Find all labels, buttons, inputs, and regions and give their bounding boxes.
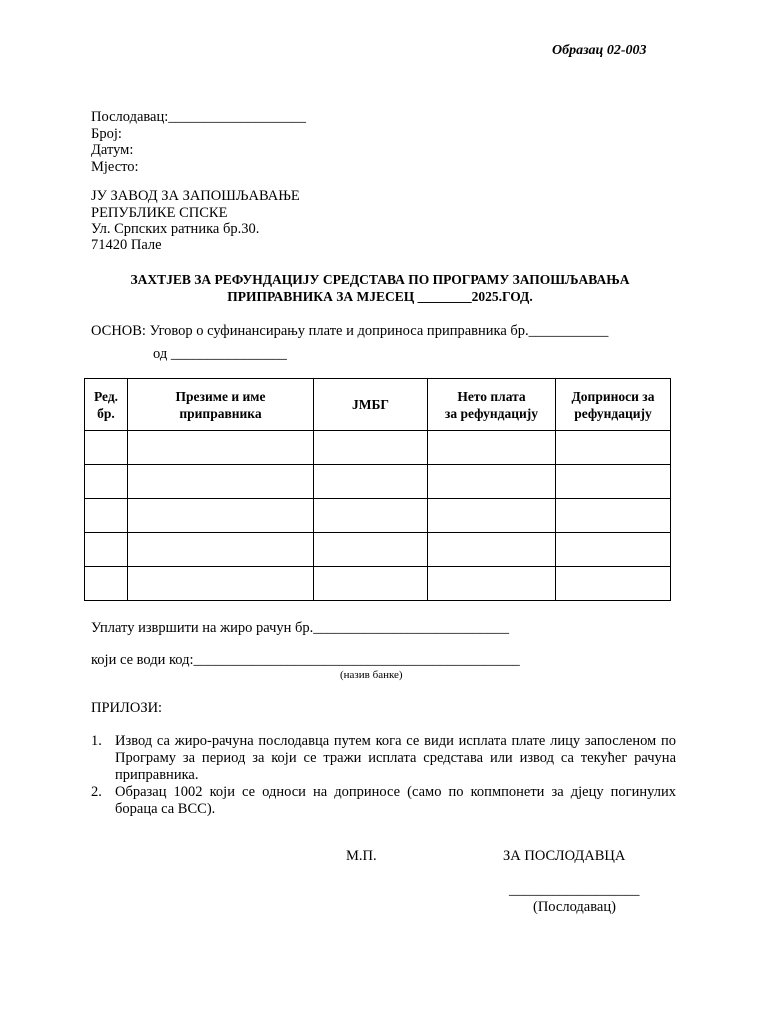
table-cell[interactable] [128, 431, 314, 465]
table-cell[interactable] [428, 431, 556, 465]
trainee-table [84, 378, 671, 601]
col-header-jmbg [314, 379, 428, 431]
col-header-name [128, 379, 314, 431]
table-cell[interactable] [314, 465, 428, 499]
header-text: за рефундацију [444, 405, 539, 421]
attachments-heading: ПРИЛОЗИ: [91, 700, 163, 716]
table-cell[interactable] [85, 567, 128, 601]
header-text: приправника [179, 405, 262, 421]
col-header-net-salary [428, 379, 556, 431]
bank-field: који се води код:_____________________________________________ [91, 652, 520, 668]
table-cell[interactable] [556, 499, 671, 533]
table-cell[interactable] [314, 431, 428, 465]
recipient-line-1: ЈУ ЗАВОД ЗА ЗАПОШЉАВАЊЕ [91, 188, 300, 204]
table-cell[interactable] [556, 533, 671, 567]
table-cell[interactable] [128, 533, 314, 567]
table-cell[interactable] [85, 499, 128, 533]
recipient-line-2: РЕПУБЛИКЕ СПСКЕ [91, 205, 228, 221]
header-text: Доприноси за [571, 388, 655, 404]
list-item-number: 1. [91, 733, 102, 749]
attachments-list [91, 733, 676, 818]
table-row [85, 431, 671, 465]
table-cell[interactable] [128, 465, 314, 499]
title-line-1: ЗАХТЈЕВ ЗА РЕФУНДАЦИЈУ СРЕДСТАВА ПО ПРОГРАМУ ЗАПОШЉАВАЊА [130, 272, 630, 287]
table-cell[interactable] [556, 431, 671, 465]
number-field: Број: [91, 126, 122, 142]
list-item-number: 2. [91, 784, 102, 800]
basis-date: од ________________ [153, 346, 287, 362]
table-cell[interactable] [556, 465, 671, 499]
col-header-row-number [85, 379, 128, 431]
stamp-label: М.П. [346, 848, 377, 864]
place-field: Мјесто: [91, 159, 139, 175]
document-title [80, 271, 680, 305]
table-row [85, 533, 671, 567]
header-text: ЈМБГ [351, 397, 389, 412]
recipient-line-4: 71420 Пале [91, 237, 162, 253]
bank-hint: (назив банке) [340, 669, 403, 681]
header-text: бр. [97, 405, 115, 421]
account-field: Уплату извршити на жиро рачун бр.___________________________ [91, 620, 510, 636]
header-text: Нето плата [457, 388, 526, 404]
form-number: Образац 02-003 [552, 43, 647, 58]
signature-line: __________________ [509, 882, 640, 898]
table-cell[interactable] [428, 465, 556, 499]
col-header-contributions [556, 379, 671, 431]
basis-contract: ОСНОВ: Уговор о суфинансирању плате и доприноса приправника бр.___________ [91, 323, 609, 339]
table-row [85, 567, 671, 601]
employer-field: Послодавац:___________________ [91, 109, 307, 125]
table-cell[interactable] [314, 533, 428, 567]
table-cell[interactable] [428, 533, 556, 567]
list-item [91, 784, 676, 818]
table-row [85, 499, 671, 533]
for-employer-label: ЗА ПОСЛОДАВЦА [503, 848, 626, 864]
table-header-row [85, 379, 671, 431]
table-cell[interactable] [556, 567, 671, 601]
table-cell[interactable] [85, 533, 128, 567]
table-cell[interactable] [128, 567, 314, 601]
table-cell[interactable] [85, 465, 128, 499]
table-cell[interactable] [428, 567, 556, 601]
table-cell[interactable] [314, 567, 428, 601]
table-cell[interactable] [128, 499, 314, 533]
list-item [91, 733, 676, 784]
signature-role: (Послодавац) [533, 899, 616, 915]
recipient-line-3: Ул. Српских ратника бр.30. [91, 221, 260, 237]
date-field: Датум: [91, 142, 134, 158]
header-text: Презиме и име [175, 388, 266, 404]
title-line-2: ПРИПРАВНИКА ЗА МЈЕСЕЦ ________2025.ГОД. [227, 289, 533, 304]
table-cell[interactable] [85, 431, 128, 465]
table-row [85, 465, 671, 499]
list-item-text: Образац 1002 који се односи на доприносе (само по копмпонети за дјецу погинулих бораца са ВСС). [115, 784, 676, 817]
header-text: рефундацију [574, 405, 652, 421]
table-cell[interactable] [428, 499, 556, 533]
list-item-text: Извод са жиро-рачуна послодавца путем кога се види исплата плате лицу запосленом по Програму за период за који се тражи исплата средстава или извод са текућег рачуна приправника. [115, 733, 676, 783]
header-text: Ред. [93, 388, 119, 404]
table-cell[interactable] [314, 499, 428, 533]
